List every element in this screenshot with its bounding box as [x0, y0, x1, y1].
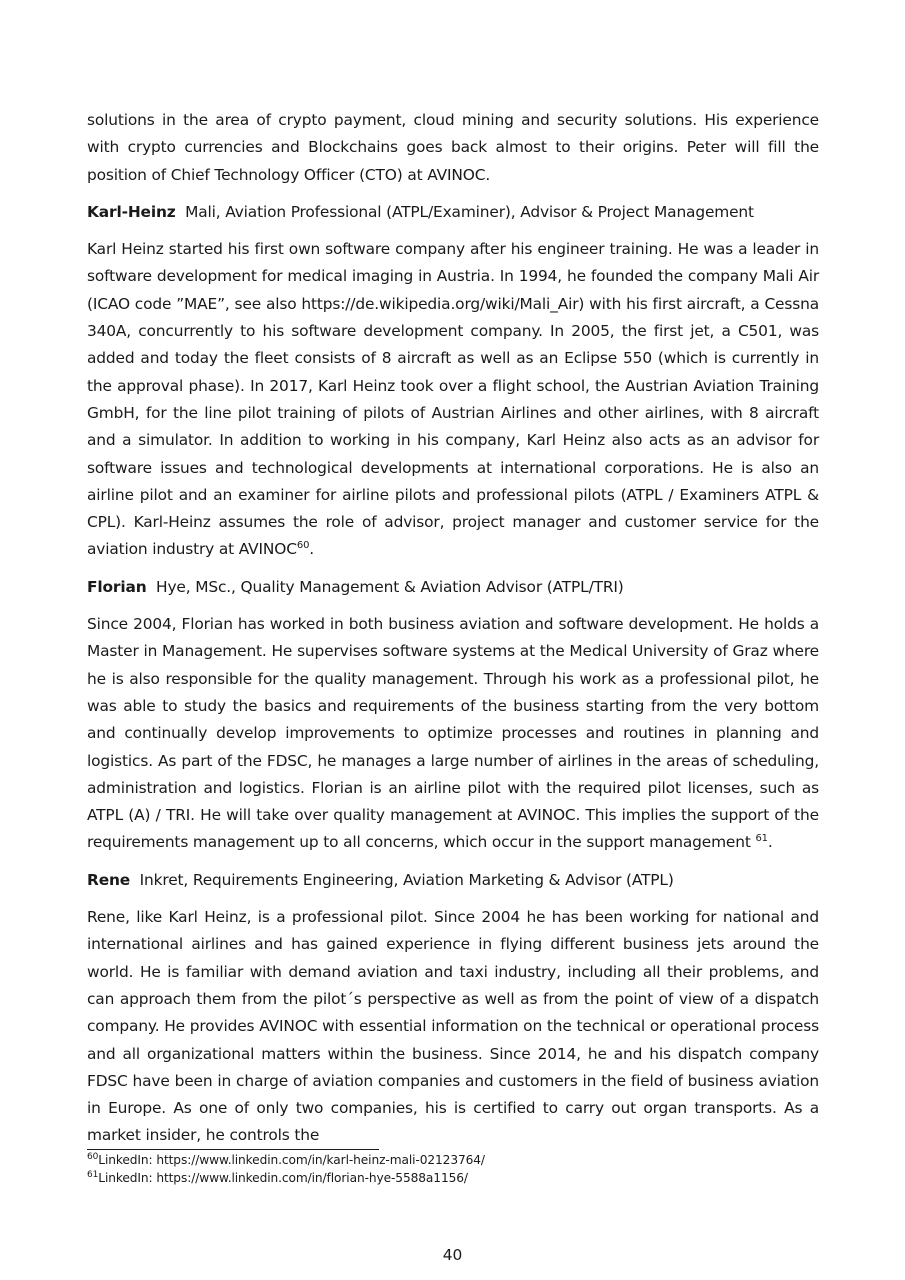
person-bio-florian: [87, 611, 819, 857]
bio-text: Since 2004, Florian has worked in both business aviation and software development. He holds a Master in Management. He supervises software systems at the Medical University of Graz where he is also responsible for the quality management. Through his work as a professional pilot, he was able to study the basics and requirements of the business starting from the very bottom and continually develop improvements to optimize processes and routines in planning and logistics. As part of the FDSC, he manages a large number of airlines in the areas of scheduling, administration and logistics. Florian is an airline pilot with the required pilot licenses, such as ATPL (A) / TRI. He will take over quality management at AVINOC. This implies the support of the requirements management up to all concerns, which occur in the support management: [87, 615, 819, 852]
person-role: Inkret, Requirements Engineering, Aviation Marketing & Advisor (ATPL): [139, 870, 674, 889]
footnote-61: [87, 1170, 819, 1188]
footnote-number: 60: [87, 1151, 99, 1162]
footnotes: [87, 1152, 819, 1187]
person-heading-florian: [87, 574, 819, 601]
bio-end: .: [767, 833, 773, 852]
person-name: Karl-Heinz: [87, 202, 176, 221]
person-bio-rene: [87, 904, 819, 1150]
bio-text: Rene, like Karl Heinz, is a professional pilot. Since 2004 he has been working for national and international airlines and has gained experience in flying different business jets around the world. He is familiar with demand aviation and taxi industry, including all their problems, and can approach them from the pilot´s perspective as well as from the point of view of a dispatch company. He provides AVINOC with essential information on the technical or operational process and all organizational matters within the business. Since 2014, he and his dispatch company FDSC have been in charge of aviation companies and customers in the field of business aviation in Europe. As one of only two companies, his is certified to carry out organ transports. As a market insider, he controls the: [87, 908, 819, 1145]
footnote-text[interactable]: LinkedIn: https://www.linkedin.com/in/karl-heinz-mali-02123764/: [98, 1153, 485, 1167]
bio-end: .: [309, 540, 315, 559]
footnote-divider: [87, 1149, 379, 1150]
footnote-ref-60[interactable]: 60: [296, 540, 310, 552]
page-number: 40: [442, 1246, 463, 1264]
person-heading-rene: [87, 867, 819, 894]
person-name: Rene: [87, 870, 131, 889]
person-role: Hye, MSc., Quality Management & Aviation Advisor (ATPL/TRI): [156, 577, 624, 596]
footnote-60: [87, 1152, 819, 1170]
person-role: Mali, Aviation Professional (ATPL/Examiner), Advisor & Project Management: [185, 202, 754, 221]
person-name: Florian: [87, 577, 147, 596]
intro-paragraph: solutions in the area of crypto payment, cloud mining and security solutions. His experience with crypto currencies and Blockchains goes back almost to their origins. Peter will fill the position of Chief Technology Officer (CTO) at AVINOC.: [87, 111, 819, 184]
footnote-number: 61: [87, 1169, 99, 1180]
person-heading-karl-heinz: [87, 199, 819, 226]
footnote-ref-61[interactable]: 61: [755, 833, 768, 845]
bio-text: Karl Heinz started his first own software company after his engineer training. He was a leader in software development for medical imaging in Austria. In 1994, he founded the company Mali Air (ICAO code ”MAE”, see also https://de.wikipedia.org/wiki/Mali_Air) with his first aircraft, a Cessna 340A, concurrently to his software development company. In 2005, the first jet, a C501, was added and today the fleet consists of 8 aircraft as well as an Eclipse 550 (which is currently in the approval phase). In 2017, Karl Heinz took over a flight school, the Austrian Aviation Training GmbH, for the line pilot training of pilots of Austrian Airlines and other airlines, with 8 aircraft and a simulator. In addition to working in his company, Karl Heinz also acts as an advisor for software issues and technological developments at international corporations. He is also an airline pilot and an examiner for airline pilots and professional pilots (ATPL / Examiners ATPL & CPL). Karl-Heinz assumes the role of advisor, project manager and customer service for the aviation industry at AVINOC: [87, 240, 819, 559]
footnote-text[interactable]: LinkedIn: https://www.linkedin.com/in/florian-hye-5588a1156/: [98, 1170, 468, 1185]
person-bio-karl-heinz: [87, 236, 819, 564]
document-body: [87, 107, 819, 1160]
